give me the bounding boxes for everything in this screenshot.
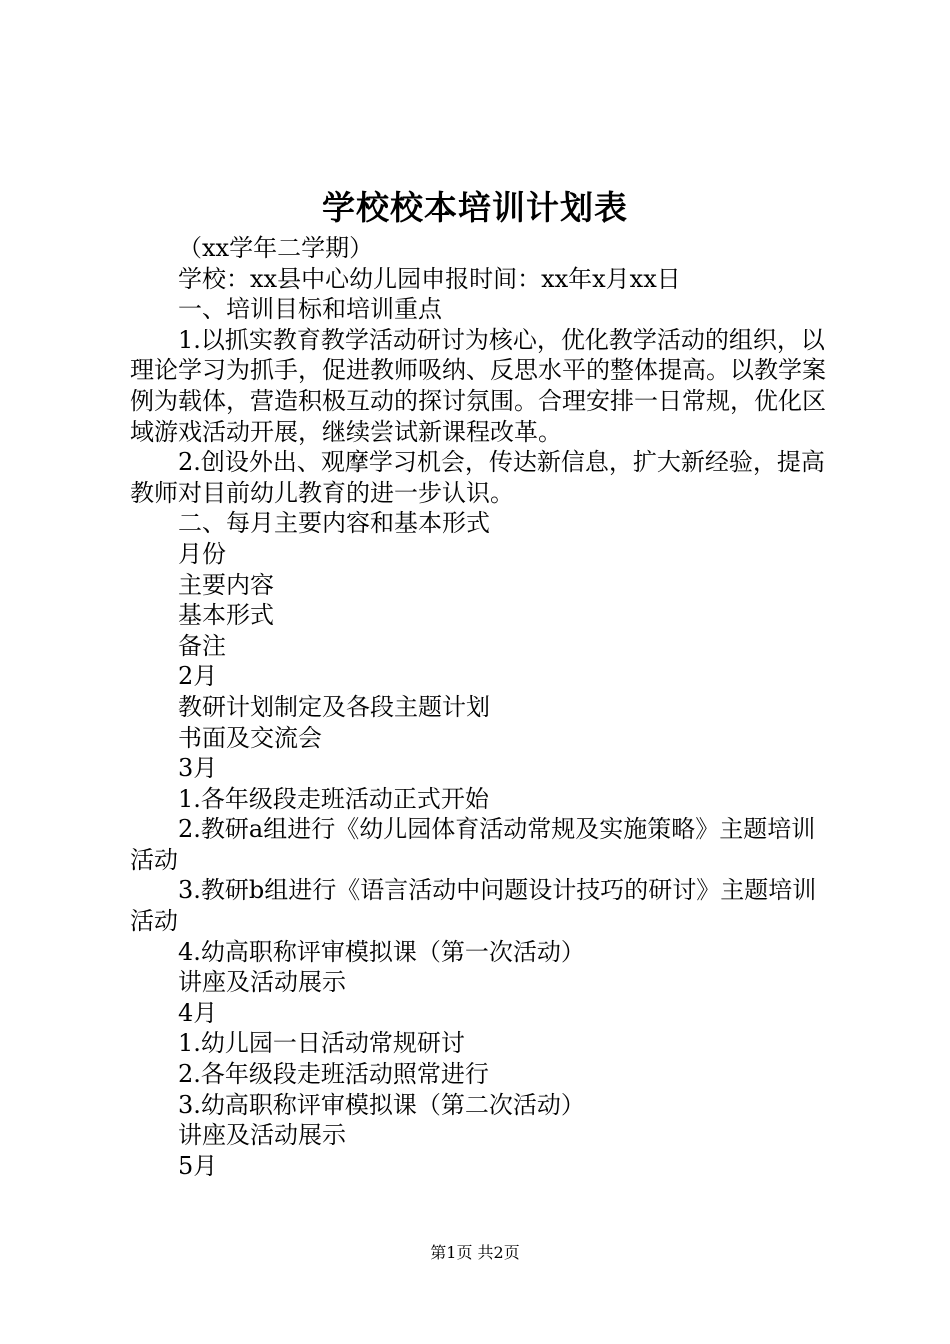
march-form: 讲座及活动展示 (178, 968, 346, 997)
paragraph-school-info: 学校：xx县中心幼儿园申报时间：xx年x月xx日 (178, 264, 681, 293)
april-form: 讲座及活动展示 (178, 1121, 346, 1150)
page-footer: 第1页 共2页 (430, 1243, 520, 1262)
column-label-month: 月份 (178, 539, 226, 568)
paragraph-goal-2: 2.创设外出、观摩学习机会，传达新信息，扩大新经验，提高教师对目前幼儿教育的进一步认识。 (130, 448, 825, 507)
column-label-content: 主要内容 (178, 570, 274, 599)
february-content: 教研计划制定及各段主题计划 (178, 692, 490, 721)
section-heading-goals: 一、培训目标和培训重点 (178, 295, 442, 324)
march-item-1: 1.各年级段走班活动正式开始 (178, 784, 489, 813)
march-item-2: 2.教研a组进行《幼儿园体育活动常规及实施策略》主题培训活动 (130, 815, 816, 874)
section-heading-monthly: 二、每月主要内容和基本形式 (178, 509, 490, 538)
paragraph-semester: （xx学年二学期） (178, 234, 374, 262)
march-item-3: 3.教研b组进行《语言活动中问题设计技巧的研讨》主题培训活动 (130, 876, 817, 936)
document-title: 学校校本培训计划表 (322, 188, 628, 227)
month-may: 5月 (178, 1151, 218, 1180)
column-label-notes: 备注 (178, 631, 226, 660)
march-item-4: 4.幼高职称评审模拟课（第一次活动） (178, 937, 585, 966)
column-label-form: 基本形式 (178, 601, 274, 630)
paragraph-goal-1: 1.以抓实教育教学活动研讨为核心，优化教学活动的组织，以理论学习为抓手，促进教师吸纳、反思水平的整体提高。以教学案例为载体，营造积极互动的探讨氛围。合理安排一日常规，优化区域游戏活动开展，继续尝试新课程改革。 (130, 325, 826, 446)
month-march: 3月 (178, 754, 218, 783)
april-item-3: 3.幼高职称评审模拟课（第二次活动） (178, 1090, 585, 1119)
document-body (130, 233, 835, 1181)
april-item-2: 2.各年级段走班活动照常进行 (178, 1060, 489, 1089)
april-item-1: 1.幼儿园一日活动常规研讨 (178, 1029, 465, 1058)
february-form: 书面及交流会 (178, 723, 322, 752)
month-february: 2月 (178, 662, 218, 691)
month-april: 4月 (178, 998, 218, 1027)
